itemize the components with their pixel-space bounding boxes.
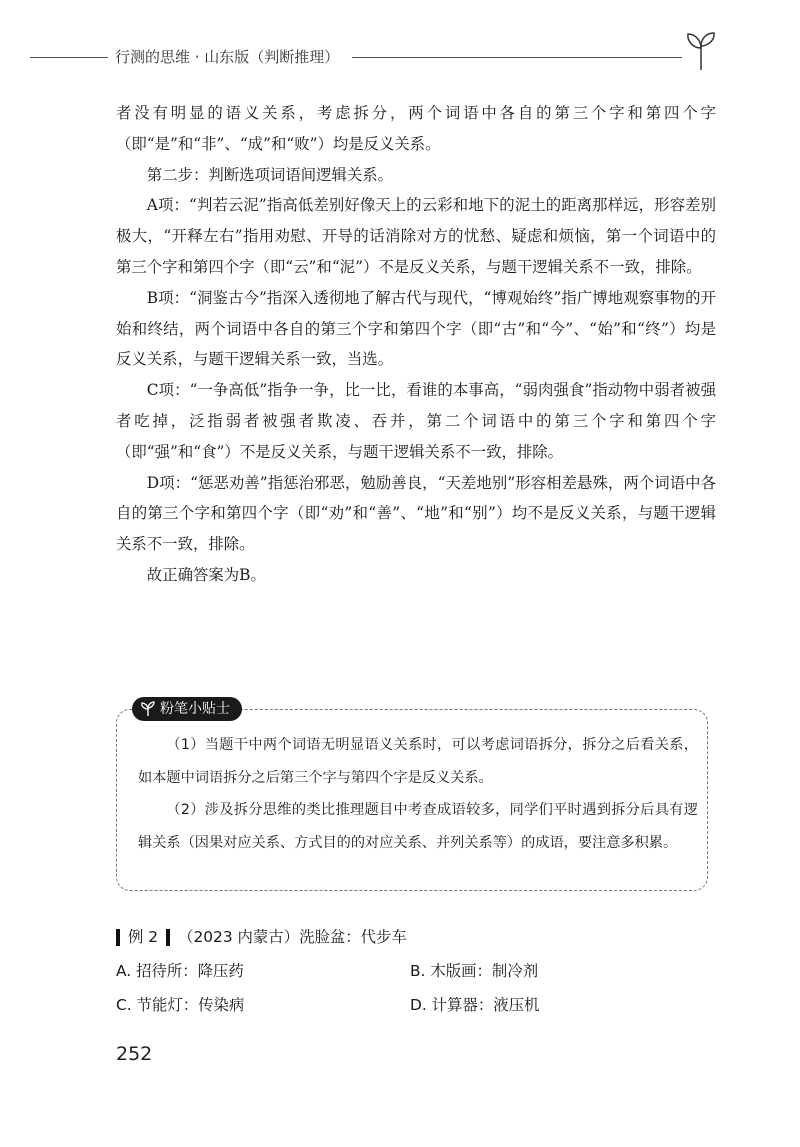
page-number: 252 [116, 1043, 153, 1065]
option-c [116, 988, 410, 1022]
option-letter: A. [116, 962, 132, 980]
tip-label-text: 粉笔小贴士 [160, 701, 230, 717]
option-text: 计算器：液压机 [431, 996, 540, 1014]
example-source: （2023 内蒙古） [178, 928, 300, 946]
option-text: 招待所：降压药 [136, 962, 244, 980]
book-title: 行测的思维 · 山东版（判断推理） [115, 48, 340, 66]
tip-content [138, 729, 698, 859]
example-stem: 洗脸盆：代步车 [299, 928, 407, 946]
page-header [0, 38, 800, 78]
paragraph-0: 者没有明显的语义关系，考虑拆分，两个词语中各自的第三个字和第四个字（即“是”和“非”、“成”和“败”）均是反义关系。 [116, 104, 716, 153]
tip-item-2: （2）涉及拆分思维的类比推理题目中考查成语较多，同学们平时遇到拆分后具有逻辑关系（因果对应关系、方式目的的对应关系、并列关系等）的成语，要注意多积累。 [138, 802, 698, 851]
header-rule-right [352, 57, 682, 58]
example-question [116, 920, 716, 1022]
option-letter: C. [116, 996, 132, 1014]
header-rule-left [30, 57, 108, 58]
sprout-icon [140, 701, 156, 717]
options-grid [116, 954, 716, 1022]
explanation-text [116, 98, 716, 591]
sprout-icon [684, 30, 718, 70]
paragraph-option-c: C项：“一争高低”指争一争，比一比，看谁的本事高，“弱肉强食”指动物中弱者被强者吃掉，泛指弱者被强者欺凌、吞并，第二个词语中的第三个字和第四个字（即“强”和“食”）不是反义关系，与题干逻辑关系不一致，排除。 [116, 381, 716, 461]
question-line [116, 920, 716, 954]
tip-item-1: （1）当题干中两个词语无明显语义关系时，可以考虑词语拆分，拆分之后看关系，如本题中词语拆分之后第三个字与第四个字是反义关系。 [138, 737, 698, 786]
label-bar-left [116, 929, 120, 946]
paragraph-answer: 故正确答案为B。 [146, 565, 266, 584]
option-letter: D. [410, 996, 427, 1014]
paragraph-option-d: D项：“惩恶劝善”指惩治邪恶，勉励善良，“天差地别”形容相差悬殊，两个词语中各自的第三个字和第四个字（即“劝”和“善”、“地”和“别”）均不是反义关系，与题干逻辑关系不一致，排除。 [116, 473, 716, 554]
label-bar-right [166, 929, 170, 946]
paragraph-option-b: B项：“洞鉴古今”指深入透彻地了解古代与现代，“博观始终”指广博地观察事物的开始和终结，两个词语中各自的第三个字和第四个字（即“古”和“今”、“始”和“终”）均是反义关系，与题干逻辑关系一致，当选。 [116, 288, 716, 369]
option-a [116, 954, 410, 988]
example-label: 例 2 [128, 928, 159, 946]
option-d [410, 988, 710, 1022]
option-text: 节能灯：传染病 [136, 996, 245, 1014]
option-text: 木版画：制冷剂 [430, 962, 539, 980]
tip-label [132, 697, 242, 721]
option-letter: B. [410, 962, 426, 980]
option-b [410, 954, 710, 988]
paragraph-step2: 第二步：判断选项词语间逻辑关系。 [146, 165, 394, 184]
paragraph-option-a: A项：“判若云泥”指高低差别好像天上的云彩和地下的泥土的距离那样远，形容差别极大，“开释左右”指用劝慰、开导的话消除对方的忧愁、疑虑和烦恼，第一个词语中的第三个字和第四个字（即“云”和“泥”）不是反义关系，与题干逻辑关系不一致，排除。 [116, 196, 716, 276]
